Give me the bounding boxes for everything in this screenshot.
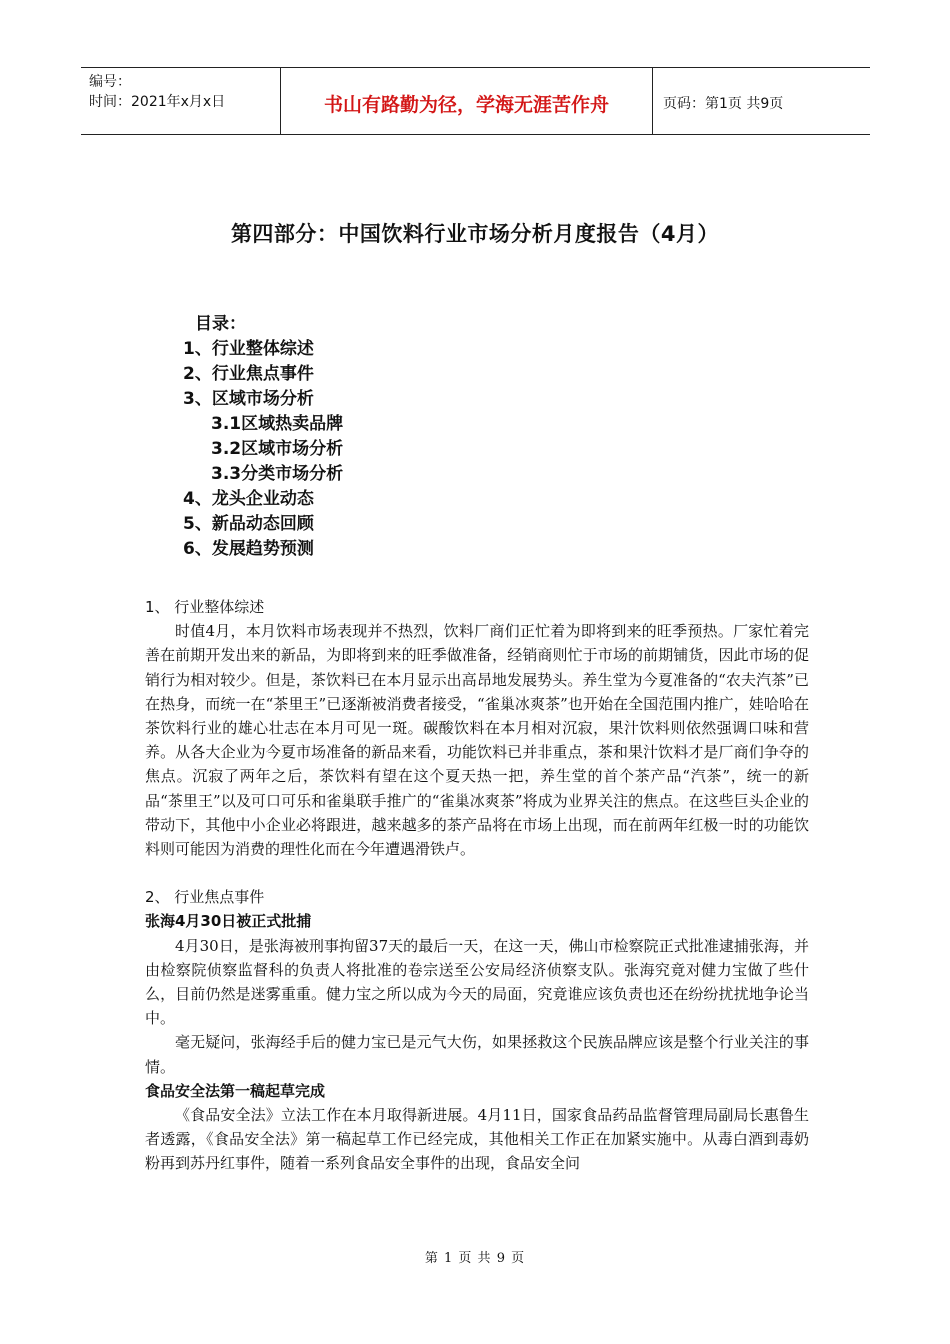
event-paragraph: 毫无疑问，张海经手后的健力宝已是元气大伤，如果拯救这个民族品牌应该是整个行业关注的事情。	[145, 1033, 809, 1076]
toc-item: 1、行业整体综述	[183, 339, 314, 359]
toc-heading: 目录：	[195, 314, 246, 334]
event-title-zhanghai: 张海4月30日被正式批捕	[145, 912, 312, 931]
section-heading-focus-events: 2、 行业焦点事件	[145, 888, 265, 907]
page-footer: 第 1 页 共 9 页	[424, 1251, 526, 1266]
document-number-label: 编号：	[89, 74, 131, 90]
toc-subitem: 3.1区域热卖品牌	[211, 414, 344, 434]
header-meta	[81, 68, 281, 134]
toc-item: 3、区域市场分析	[183, 389, 314, 409]
toc-subitem: 3.2区域市场分析	[211, 439, 344, 459]
document-title: 第四部分：中国饮料行业市场分析月度报告（4月）	[230, 222, 720, 246]
spacer	[145, 861, 809, 885]
section-heading-overview: 1、 行业整体综述	[145, 598, 265, 616]
header-motto: 书山有路勤为径，学海无涯苦作舟	[281, 68, 653, 134]
toc-item: 6、发展趋势预测	[183, 539, 314, 559]
toc-subitem: 3.3分类市场分析	[211, 464, 344, 484]
event-paragraph: 4月30日，是张海被刑事拘留37天的最后一天，在这一天，佛山市检察院正式批准逮捕张海，并由检察院侦察监督科的负责人将批准的卷宗送至公安局经济侦察支队。张海究竟对健力宝做了些什么，目前仍然是迷雾重重。健力宝之所以成为今天的局面，究竟谁应该负责也还在纷纷扰扰地争论当中。	[145, 936, 809, 1028]
toc-item: 5、新品动态回顾	[183, 514, 314, 534]
toc-item: 4、龙头企业动态	[183, 489, 314, 509]
document-time-label: 时间：2021年x月x日	[89, 94, 226, 110]
event-paragraph: 《食品安全法》立法工作在本月取得新进展。4月11日，国家食品药品监督管理局副局长惠鲁生者透露，《食品安全法》第一稿起草工作已经完成，其他相关工作正在加紧实施中。从毒白酒到毒奶粉再到苏丹红事件，随着一系列食品安全事件的出现，食品安全问	[145, 1106, 809, 1173]
toc-item: 2、行业焦点事件	[183, 364, 314, 384]
event-title-food-safety-law: 食品安全法第一稿起草完成	[145, 1081, 326, 1100]
section-overview-paragraph: 时值4月，本月饮料市场表现并不热烈，饮料厂商们正忙着为即将到来的旺季预热。厂家忙着完善在前期开发出来的新品，为即将到来的旺季做准备，经销商则忙于市场的前期铺货，因此市场的促销行为相对较少。但是，茶饮料已在本月显示出高昂地发展势头。养生堂为今夏准备的“农夫汽茶”已在热身，而统一在“茶里王”已逐渐被消费者接受，“雀巢冰爽茶”也开始在全国范围内推广，娃哈哈在茶饮料行业的雄心壮志在本月可见一斑。碳酸饮料在本月相对沉寂，果汁饮料则依然强调口味和营养。从各大企业为今夏市场准备的新品来看，功能饮料已并非重点，茶和果汁饮料才是厂商们争夺的焦点。沉寂了两年之后，茶饮料有望在这个夏天热一把，养生堂的首个茶产品“汽茶”，统一的新品“茶里王”以及可口可乐和雀巢联手推广的“雀巢冰爽茶”将成为业界关注的焦点。在这些巨头企业的带动下，其他中小企业必将跟进，越来越多的茶产品将在市场上出现，而在前两年红极一时的功能饮料则可能因为消费的理性化而在今年遭遇滑铁卢。	[145, 622, 809, 859]
document-body	[145, 595, 809, 1176]
page-header	[81, 67, 870, 135]
table-of-contents	[183, 312, 343, 562]
header-page-info: 页码：第1页 共9页	[663, 96, 784, 112]
